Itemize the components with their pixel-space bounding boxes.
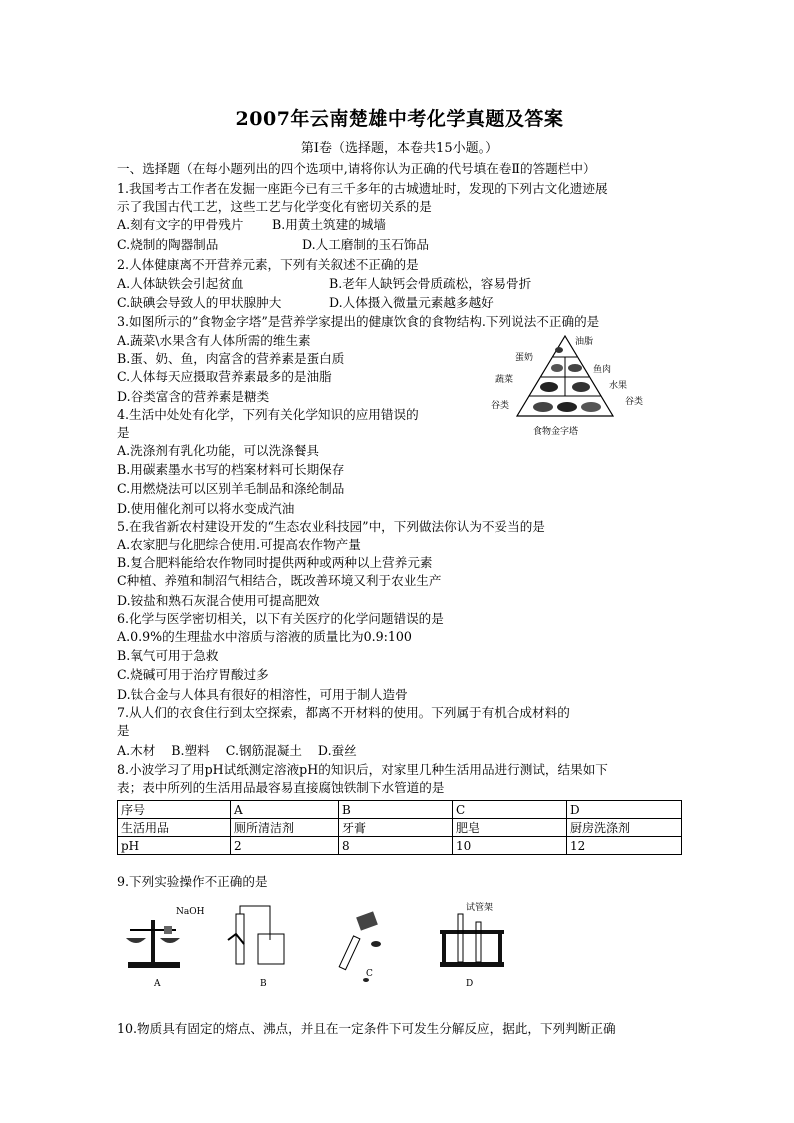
table-cell: pH <box>118 837 231 855</box>
q4-option-a: A.洗涤剂有乳化功能，可以洗涤餐具 <box>117 443 320 458</box>
figure-label-a: A <box>154 979 161 989</box>
table-row <box>118 801 682 819</box>
q1-stem-line2: 示了我国古代工艺，这些工艺与化学变化有密切关系的是 <box>117 199 432 214</box>
q3-option-c: C.人体每天应摄取营养素最多的是油脂 <box>117 369 332 384</box>
q7-stem-line2: 是 <box>117 723 130 738</box>
q1-option-a: A.刻有文字的甲骨残片 <box>117 217 244 232</box>
q1-option-b: B.用黄土筑建的城墙 <box>272 217 387 232</box>
figure-label-b: B <box>260 979 267 989</box>
table-cell: 2 <box>231 837 339 855</box>
label-grain-right: 谷类 <box>625 397 644 407</box>
table-cell: D <box>567 801 682 819</box>
q4-option-c: C.用燃烧法可以区别羊毛制品和涤纶制品 <box>117 481 345 496</box>
q5-option-b: B.复合肥料能给农作物同时提供两种或两种以上营养元素 <box>117 555 433 570</box>
q6-stem: 6.化学与医学密切相关，以下有关医疗的化学问题错误的是 <box>117 611 444 626</box>
label-fruit: 水果 <box>609 381 628 391</box>
grain-icon <box>581 402 601 412</box>
rack-base <box>440 962 504 967</box>
page-title: 2007年云南楚雄中考化学真题及答案 <box>235 108 564 130</box>
q6-option-c: C.烧碱可用于治疗胃酸过多 <box>117 667 269 682</box>
q2-option-a: A.人体缺铁会引起贫血 <box>117 276 244 291</box>
q7-options: A.木材 B.塑料 C.钢筋混凝土 D.蚕丝 <box>117 743 357 758</box>
egg-icon <box>551 364 563 372</box>
test-tube <box>476 922 481 962</box>
table-cell: 牙膏 <box>339 819 453 837</box>
table-cell: 10 <box>453 837 567 855</box>
label-vegetable: 蔬菜 <box>495 375 514 385</box>
balance-pillar <box>151 920 155 962</box>
table-cell: 厕所清洁剂 <box>231 819 339 837</box>
pouring-figure <box>339 911 381 982</box>
q7-stem-line1: 7.从人们的衣食住行到太空探索，都离不开材料的使用。下列属于有机合成材料的 <box>117 705 570 720</box>
label-grain-left: 谷类 <box>491 401 510 411</box>
table-cell: B <box>339 801 453 819</box>
reagent-bottle <box>356 911 378 930</box>
q3-option-d: D.谷类富含的营养素是糖类 <box>117 389 270 404</box>
q2-option-c: C.缺碘会导致人的甲状腺肿大 <box>117 295 282 310</box>
q5-option-d: D.铵盐和熟石灰混合使用可提高肥效 <box>117 593 320 608</box>
tube-beaker-figure <box>228 906 284 989</box>
q4-option-b: B.用碳素墨水书写的档案材料可长期保存 <box>117 462 345 477</box>
balance-pan-left <box>126 938 146 943</box>
test-tube <box>458 914 463 962</box>
grain-icon <box>533 402 553 412</box>
table-row <box>118 837 682 855</box>
ph-table <box>117 800 682 855</box>
q4-stem-line1: 4.生活中处处有化学，下列有关化学知识的应用错误的 <box>117 407 419 422</box>
table-cell: 8 <box>339 837 453 855</box>
table-cell: 肥皂 <box>453 819 567 837</box>
balance-pan-right <box>160 938 180 943</box>
table-cell: 生活用品 <box>118 819 231 837</box>
label-oil: 油脂 <box>575 337 594 347</box>
q9-stem: 9.下列实验操作不正确的是 <box>117 874 268 889</box>
rack-post <box>498 930 502 962</box>
q2-option-d: D.人体摄入微量元素越多越好 <box>329 295 494 310</box>
section-instructions: 一、选择题（在每小题列出的四个选项中,请将你认为正确的代号填在卷Ⅱ的答题栏中） <box>117 161 596 176</box>
rack-post <box>442 930 446 962</box>
q6-option-a: A.0.9%的生理盐水中溶质与溶液的质量比为0.9:100 <box>117 629 412 644</box>
balance-figure <box>126 907 205 989</box>
q10-stem: 10.物质具有固定的熔点、沸点，并且在一定条件下可发生分解反应，据此，下列判断正确 <box>117 1021 616 1036</box>
q9-experiment-figure <box>120 900 520 992</box>
q2-option-b: B.老年人缺钙会骨质疏松，容易骨折 <box>329 276 532 291</box>
table-cell: 12 <box>567 837 682 855</box>
figure-label-c: C <box>366 969 373 979</box>
table-cell: 厨房洗涤剂 <box>567 819 682 837</box>
weight-icon <box>164 926 172 934</box>
label-fish-meat: 鱼肉 <box>593 365 612 375</box>
q3-option-b: B.蛋、奶、鱼，肉富含的营养素是蛋白质 <box>117 351 345 366</box>
oil-icon <box>555 347 563 353</box>
section-subtitle: 第Ⅰ卷（选择题，本卷共15小题。） <box>300 141 499 156</box>
test-tube <box>339 936 360 970</box>
rack-shelf <box>440 930 504 934</box>
q2-stem: 2.人体健康离不开营养元素，下列有关叙述不正确的是 <box>117 257 419 272</box>
q5-option-a: A.农家肥与化肥综合使用.可提高农作物产量 <box>117 537 361 552</box>
fish-icon <box>568 364 582 372</box>
q3-stem: 3.如图所示的”食物金字塔”是营养学家提出的健康饮食的食物结构.下列说法不正确的是 <box>117 314 600 329</box>
label-egg-milk: 蛋奶 <box>515 353 534 363</box>
q1-stem-line1: 1.我国考古工作者在发掘一座距今已有三千多年的古城遗址时，发现的下列古文化遗迹展 <box>117 181 608 196</box>
q6-option-d: D.钛合金与人体具有很好的相溶性，可用于制人造骨 <box>117 687 408 702</box>
q1-option-d: D.人工磨制的玉石饰品 <box>302 237 429 252</box>
table-cell: C <box>453 801 567 819</box>
q5-option-c: C种植、养殖和制沼气相结合，既改善环境又利于农业生产 <box>117 573 442 588</box>
q6-option-b: B.氧气可用于急救 <box>117 648 219 663</box>
pyramid-caption: 食物金字塔 <box>533 427 579 437</box>
table-cell: A <box>231 801 339 819</box>
rack-label: 试管架 <box>466 903 494 913</box>
table-cell: 序号 <box>118 801 231 819</box>
table-row <box>118 819 682 837</box>
q3-option-a: A.蔬菜\水果含有人体所需的维生素 <box>117 333 311 348</box>
q4-stem-line2: 是 <box>117 425 130 440</box>
beaker <box>258 934 284 964</box>
food-pyramid-figure <box>493 330 663 442</box>
stopper-icon <box>371 941 381 947</box>
grain-icon <box>557 402 577 412</box>
vegetable-icon <box>540 382 558 392</box>
q1-option-c: C.烧制的陶器制品 <box>117 237 219 252</box>
q4-option-d: D.使用催化剂可以将水变成汽油 <box>117 501 295 516</box>
q8-stem-line2: 表；表中所列的生活用品最容易直接腐蚀铁制下水管道的是 <box>117 780 445 795</box>
fruit-icon <box>572 382 590 392</box>
naoh-label: NaOH <box>176 907 205 917</box>
balance-base <box>128 962 180 968</box>
figure-label-d: D <box>466 979 474 989</box>
tube-rack-figure <box>440 901 504 989</box>
q5-stem: 5.在我省新农村建设开发的“生态农业科技园”中，下列做法你认为不妥当的是 <box>117 519 545 534</box>
q8-stem-line1: 8.小波学习了用pH试纸测定溶液pH的知识后，对家里几种生活用品进行测试，结果如下 <box>117 762 608 777</box>
